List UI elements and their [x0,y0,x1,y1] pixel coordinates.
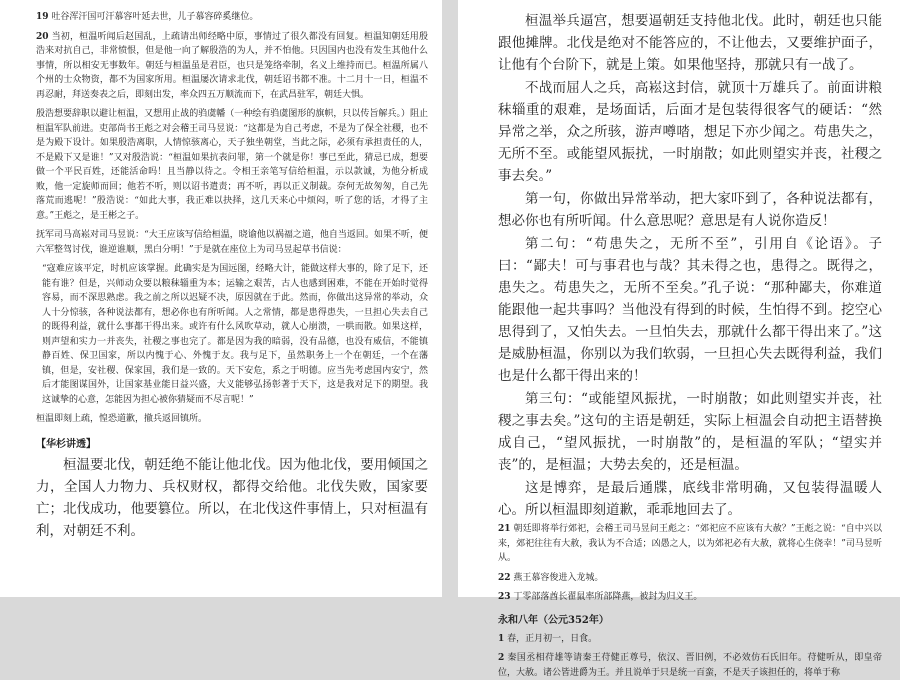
commentary-paragraph: 第三句：“或能望风振扰，一时崩散；如此则望实并丧，社稷之事去矣。”这句的主语是朝廷，实际上桓温会自动把主语替换成自己，“望风振扰，一时崩散”的，是桓温的军队；“望实并丧”的，是桓温；大势去矣的，还是桓温。 [498,391,882,473]
paragraph-text: 燕王慕容俊进入龙城。 [513,572,604,583]
paragraph-19 [36,10,428,25]
commentary-paragraph: 不战而屈人之兵，高崧这封信，就顶十万雄兵了。前面讲粮秣辎重的艰难，是场面话，后面才是包装得很客气的硬话：“然异常之举，众之所骇，游声噂𠴲，想足下亦少闻之。苟患失之，无所不至。或能望风振扰，一时崩散；如此则望实并丧，社稷之事去矣。” [498,80,882,184]
paragraph-text: 丁零部落酋长翟鼠率所部降燕，被封为归义王。 [513,592,703,602]
paragraph-text: 朝廷即将举行郊祀，会稽王司马昱问王彪之：“郊祀应不应该有大赦？”王彪之说：“自中兴以来，郊祀往往有大赦，我认为不合适；凶愚之人，以为郊祀必有大赦，就将心生侥幸！”司马昱听从。 [498,524,882,563]
commentary-paragraph: 第二句：“苟患失之，无所不至”，引用自《论语》。子曰：“鄙夫！可与事君也与哉？其未得之也，患得之。既得之，患失之。苟患失之，无所不至矣。”孔子说：“那种鄙夫，你难道能跟他一起共事吗？当他没有得到的时候，生怕得不到。挖空心思得到了，又怕失去。一旦怕失去，那就什么都干得出来了。”这是威胁桓温，你别以为我们软弱，一旦担心失去既得利益，我们也是什么都干得出来的！ [498,236,882,384]
paragraph-text: 春，正月初一，日食。 [507,633,598,644]
right-page [458,0,900,678]
paragraph-huan-wen: 桓温即刻上疏，惶恐道歉，撤兵返回镇所。 [36,414,208,424]
paragraph-2 [498,651,882,680]
paragraph-yin-hao: 殷浩想要辞职以避让桓温，又想用止战的驺虞幡（一种绘有驺虞图形的旗帜，只以传旨解兵。）阻止桓温军队前进。吏部尚书王彪之对会稽王司马昱说：“这都是为自己考虑，不是为了保全社稷，也不是为殿下设计。如果殷浩离职，人情惊骇离心，天子独坐朝堂，当此之际，必须有承担责任的人，不是殿下又是谁！”又对殷浩说：“桓温如果抗表问罪，第一个就是你！事已至此，猜忌已成，想要做一个平民百姓，还能活命吗！且当静以待之。令相王亲笔写信给桓温，示以款诚，为他分析成败，他一定旋师而回；他若不听，则以诏书遣责；再不听，再以正义制裁。奈何无故匆匆，自己先落荒而逃呢！”殷浩说：“如此大事，我正难以抉择，这几天来心中烦闷，听了您的话，才得了主意。”王彪之，是王彬之子。 [36,109,428,221]
paragraph-text: 秦国丞相苻雄等请秦王苻健正尊号，依汉、晋旧例，不必效仿石氏旧年。苻健听从，即皇帝位，大赦。诸公皆进爵为王。并且说单于只是统一百蛮，不是天子该担任的，将单于称 [498,653,882,678]
left-page [0,0,442,597]
commentary-paragraph: 第一句，你做出异常举动，把大家吓到了，各种说法都有，想必你也有所听闻。什么意思呢？意思是有人说你造反！ [498,191,882,229]
paragraph-22 [498,571,882,586]
paragraph-number: 19 [36,12,49,22]
paragraph-20 [36,30,428,103]
commentary-paragraph: 桓温举兵逼宫，想要逼朝廷支持他北伐。此时，朝廷也只能跟他摊牌。北伐是绝对不能答应的，不让他去，又要维护面子，让他有个台阶下，就是上策。如果他坚持，那就只有一战了。 [498,13,882,73]
paragraph-number: 21 [498,524,511,534]
year-heading: 永和八年（公元352年） [498,614,609,626]
commentary-paragraph: 这是博弈，是最后通牒，底线非常明确，又包装得温暖人心。所以桓温即刻道歉，乖乖地回去了。 [498,480,882,518]
section-header: 【华杉讲透】 [36,438,96,450]
paragraph-text: 当初，桓温听闻后赵国乱，上疏请出师经略中原，事情过了很久都没有回复。桓温知朝廷用殷浩来对抗自己，非常愤恨，但是他一向了解殷浩的为人，并不怕他。只因国内也没有发生其他什么事情，所以相安无事数年。朝廷与桓温虽是君臣，也只是笼络牵制，名义上维持而已。桓温所属八个州的士众物资，都不为国家所用。桓温屡次请求北伐，朝廷诏书都不准。十二月十一日，桓温不再忍耐，拜送奏表之后，即刻出发，率众四五万顺流而下，在武昌驻军，朝廷大惧。 [36,31,428,100]
paragraph-number: 1 [498,633,505,644]
paragraph-number: 23 [498,592,511,602]
letter-quote: “寇难应该平定，时机应该掌握。此确实是为国远图，经略大计，能做这样大事的，除了足下，还能有谁？但是，兴师动众要以粮秣辎重为本；运输之艰苦，古人也感到困难，不能在开始时觉得容易，而不深思熟虑。我之前之所以迟疑不决，原因就在于此。然而，你做出这异常的举动，众人十分惊骇，各种说法都有，想必你也有所听闻。人之常情，都是患得患失，一旦担心失去自己的既得利益，就什么事都干得出来。或许有什么风吹草动，就人心崩溃，一哄而散。如果这样，则声望和实力一并丧失，社稷之事也完了。都是因为我的暗弱，没有品德，也没有威信，不能镇静百姓、保卫国家，所以内愧于心、外愧于友。我与足下，虽然职务上一个在朝廷，一个在藩镇，但是，安社稷、保家国，我们是一致的。天下安危，系之于明德。应当先考虑国内安宁，然后才能图谋国外，让国家基业能日益兴盛，大义能够弘扬彰著于天下，这是我对足下的期望。我这诚挚的心意，怎能因为担心被你猜疑而不尽言呢！” [42,264,428,405]
commentary-paragraph: 桓温要北伐，朝廷绝不能让他北伐。因为他北伐，要用倾国之力，全国人力物力、兵权财权，都得交给他。北伐失败，国家要亡；北伐成功，他要篡位。所以，在北伐这件事情上，只对桓温有利，对朝廷不利。 [36,456,428,539]
paragraph-number: 22 [498,572,511,583]
paragraph-number: 2 [498,653,505,663]
paragraph-1 [498,632,882,647]
paragraph-number: 20 [36,31,49,42]
paragraph-gao-song: 抚军司马高崧对司马昱说：“大王应该写信给桓温，晓谕他以祸福之道，他自当返回。如果不听，便六军整驾讨伐，谁逆谁顺，黑白分明！”于是就在座位上为司马昱起草书信说： [36,230,428,255]
paragraph-23 [498,590,882,605]
paragraph-text: 吐谷浑汗国可汗慕容叶延去世，儿子慕容碎奚继位。 [51,12,259,22]
paragraph-21 [498,522,882,566]
